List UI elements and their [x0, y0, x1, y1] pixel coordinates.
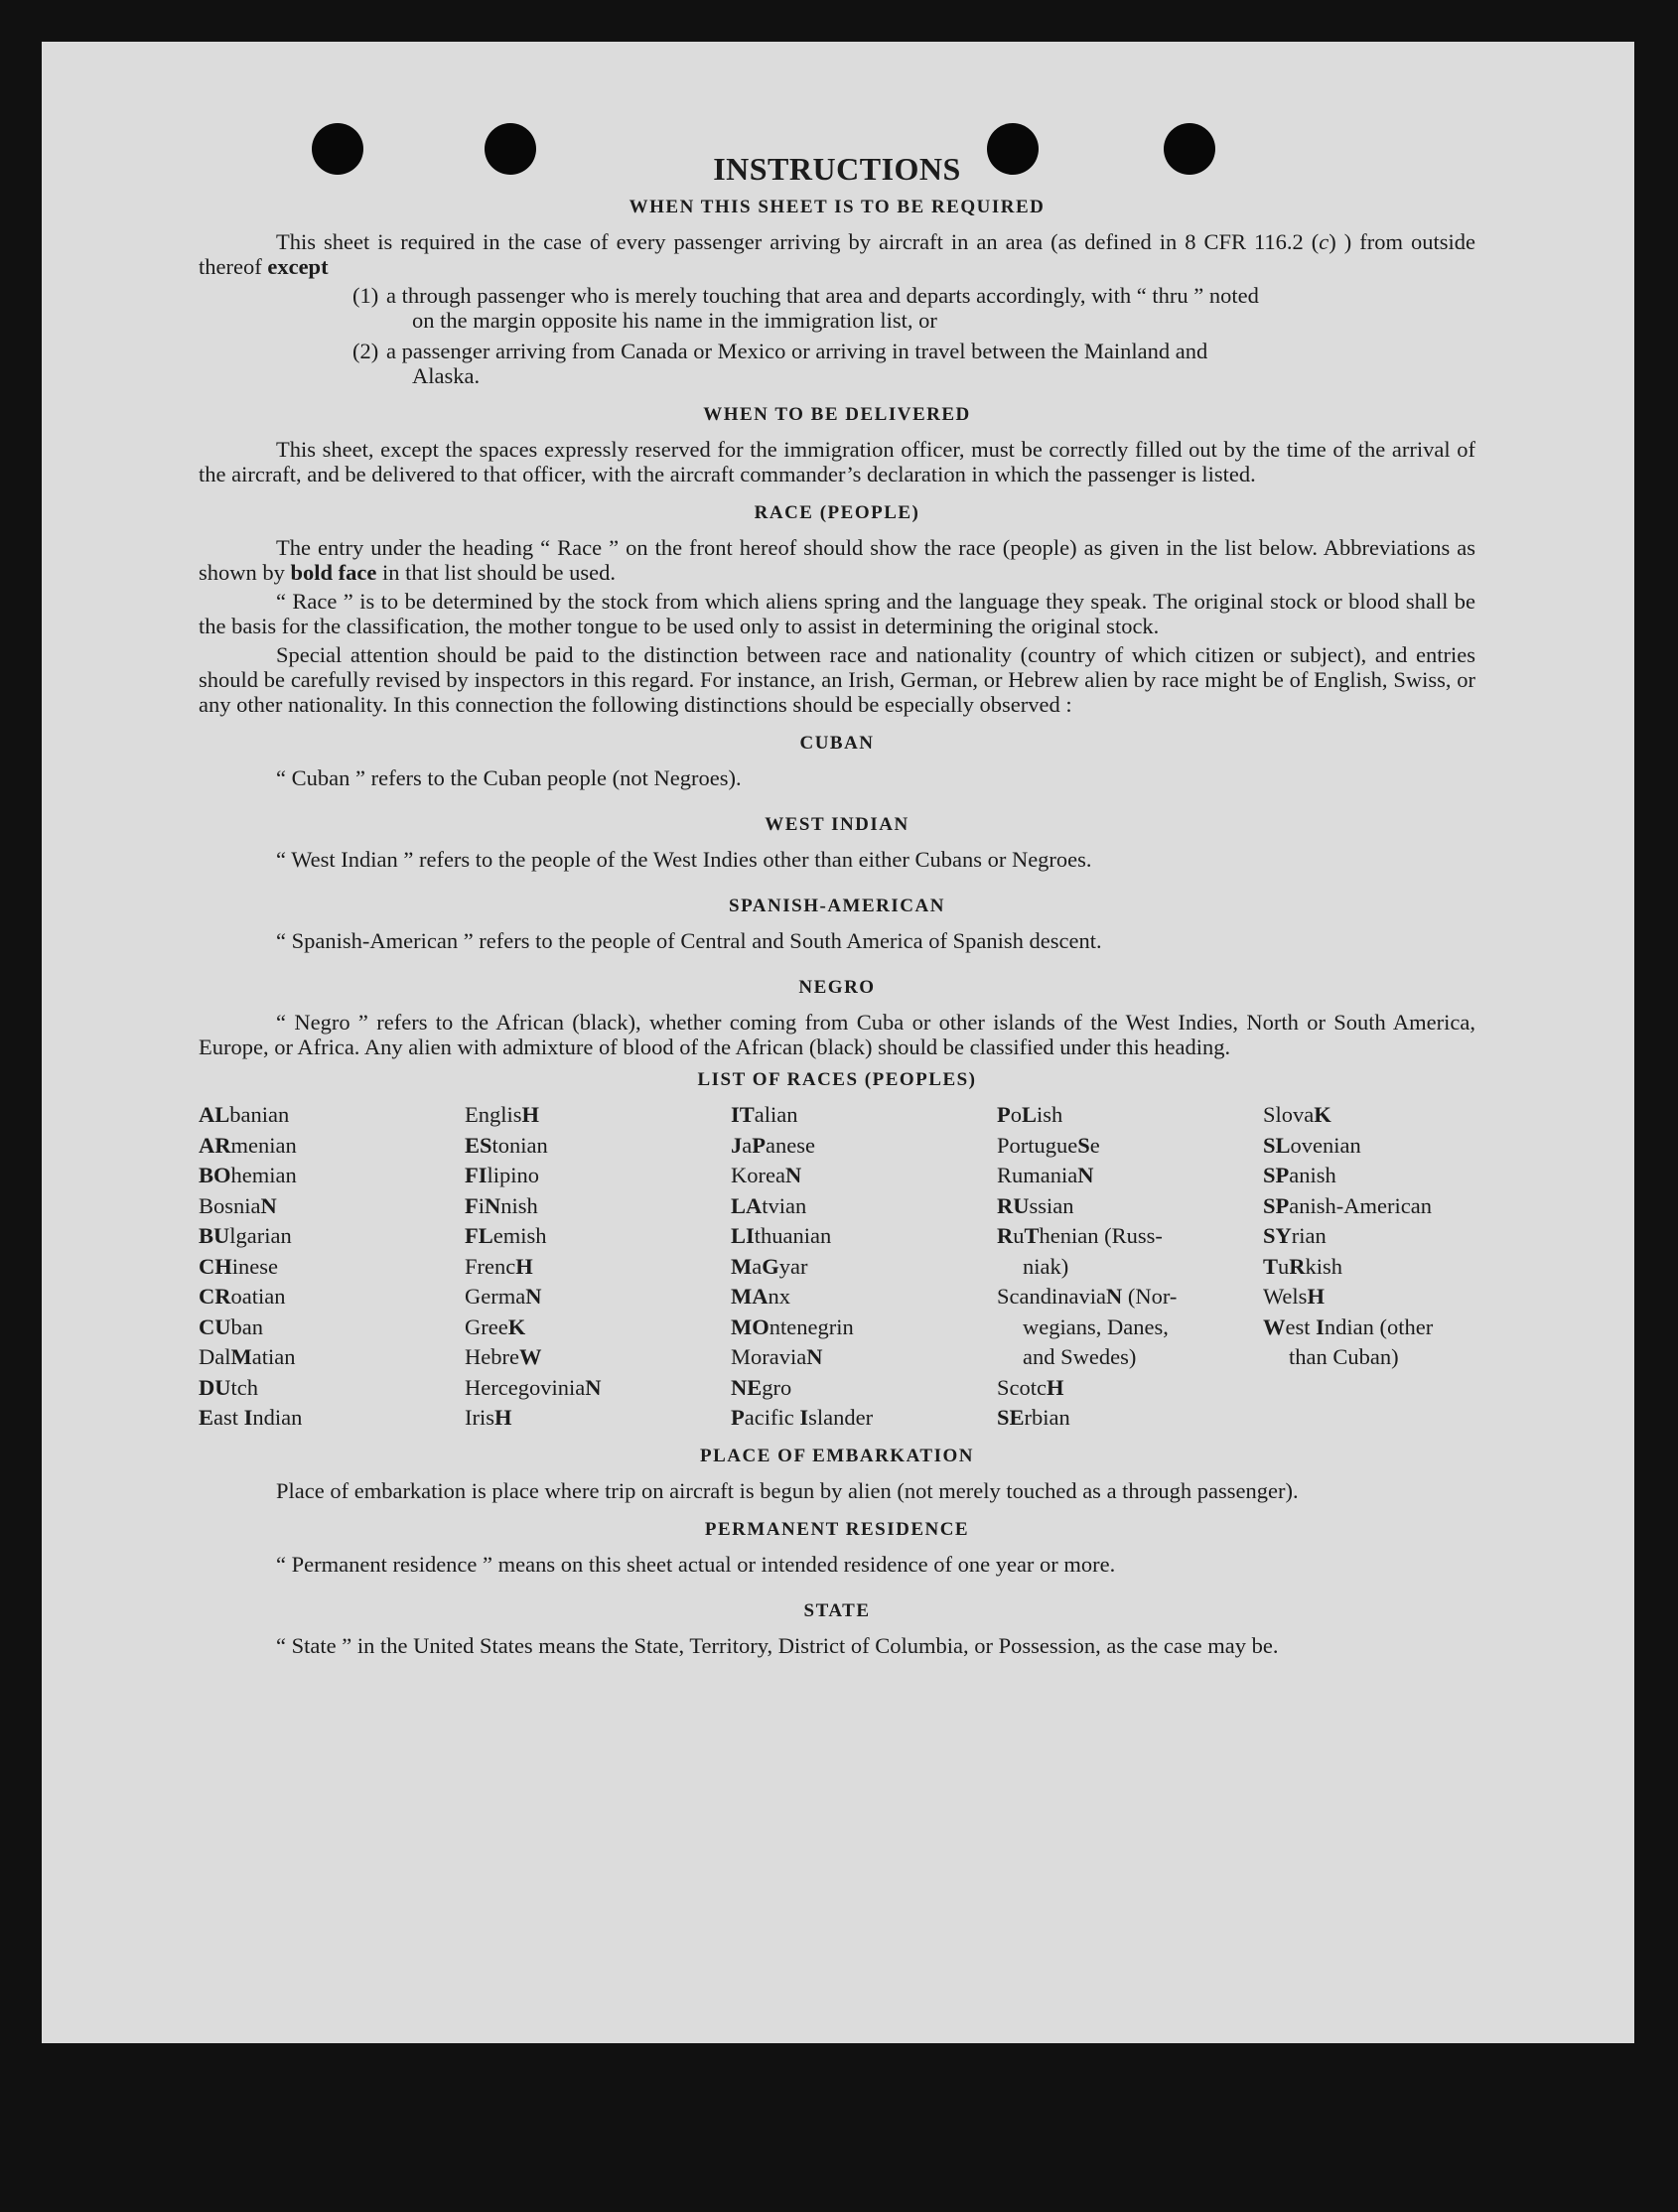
section-heading-west-indian: WEST INDIAN — [765, 814, 909, 835]
race-entry: and Swedes) — [1023, 1344, 1137, 1369]
race-entry: LIthuanian — [731, 1223, 832, 1248]
race-entry: CRoatian — [199, 1284, 286, 1309]
section-heading-required: WHEN THIS SHEET IS TO BE REQUIRED — [629, 197, 1046, 217]
race-entry: East Indian — [199, 1405, 303, 1430]
race-entry: WelsH — [1263, 1284, 1325, 1309]
page-title: INSTRUCTIONS — [713, 151, 961, 187]
race-entry: RUssian — [997, 1192, 1074, 1218]
races-column — [1263, 1100, 1529, 1434]
instructions-content — [199, 149, 1475, 1662]
race-entry: MoraviaN — [731, 1344, 823, 1369]
race-entry: GermaN — [465, 1284, 542, 1309]
residence-paragraph: “ Permanent residence ” means on this sheet actual or intended residence of one year or more. — [276, 1551, 1116, 1577]
race-entry: DalMatian — [199, 1344, 296, 1369]
race-entry: RumaniaN — [997, 1163, 1094, 1187]
section-heading-race: RACE (PEOPLE) — [754, 502, 920, 523]
race-paragraph-3: Special attention should be paid to the distinction between race and nationality (country of which citizen or subject), and entries should be carefully revised by inspectors in this regard. For instance, an Irish, German, or Hebrew alien by race might be of English, Swiss, or any other nationality. In this connection the following distinctions should be especially observed : — [199, 642, 1475, 717]
race-entry: LAtvian — [731, 1192, 807, 1218]
race-entry: EnglisH — [465, 1102, 540, 1127]
race-paragraph-1: The entry under the heading “ Race ” on the front hereof should show the race (people) as given in the list below. Abbreviations as shown by bold face in that list should be used. — [199, 535, 1475, 585]
race-entry: BosniaN — [199, 1192, 277, 1218]
races-column — [465, 1100, 731, 1434]
race-entry: SLovenian — [1263, 1132, 1361, 1158]
race-entry: PoLish — [997, 1102, 1063, 1127]
race-entry: SlovaK — [1263, 1102, 1331, 1127]
spanish-american-paragraph: “ Spanish-American ” refers to the people of Central and South America of Spanish descent. — [276, 928, 1102, 953]
delivered-paragraph: This sheet, except the spaces expressly reserved for the immigration officer, must be correctly filled out by the time of the arrival of the aircraft, and be delivered to that officer, with the aircraft commander’s declaration in which the passenger is listed. — [199, 437, 1475, 486]
race-entry: FIlipino — [465, 1163, 540, 1187]
west-indian-paragraph: “ West Indian ” refers to the people of the West Indies other than either Cubans or Negroes. — [276, 847, 1092, 872]
race-entry: CHinese — [199, 1253, 278, 1279]
race-entry: KoreaN — [731, 1163, 802, 1187]
race-entry: TuRkish — [1263, 1253, 1343, 1279]
state-paragraph: “ State ” in the United States means the State, Territory, District of Columbia, or Possession, as the case may be. — [276, 1632, 1279, 1658]
list-item: (2) a passenger arriving from Canada or Mexico or arriving in travel between the Mainland and Alaska. — [352, 339, 1208, 388]
race-entry: JaPanese — [731, 1132, 815, 1158]
race-entry: ScandinaviaN (Nor- — [997, 1284, 1178, 1309]
race-entry: SPanish-American — [1263, 1192, 1432, 1218]
race-paragraph-2: “ Race ” is to be determined by the stock from which aliens spring and the language they speak. The original stock or blood shall be the basis for the classification, the mother tongue to be used only to assist in determining the original stock. — [199, 589, 1475, 638]
section-heading-spanish-american: SPANISH-AMERICAN — [729, 896, 945, 916]
race-entry: SYrian — [1263, 1223, 1327, 1248]
race-entry: BUlgarian — [199, 1223, 292, 1248]
race-entry: HebreW — [465, 1344, 542, 1369]
race-entry: niak) — [1023, 1253, 1069, 1279]
race-entry: ITalian — [731, 1102, 798, 1127]
races-column — [199, 1100, 465, 1434]
race-entry: BOhemian — [199, 1163, 297, 1187]
race-entry: ALbanian — [199, 1102, 290, 1127]
race-entry: NEgro — [731, 1374, 792, 1400]
section-heading-negro: NEGRO — [798, 977, 876, 998]
race-entry: RuThenian (Russ- — [997, 1223, 1163, 1248]
race-entry: PortugueSe — [997, 1132, 1100, 1158]
intro-paragraph: This sheet is required in the case of every passenger arriving by aircraft in an area (as defined in 8 CFR 116.2 (c) ) from outside thereof except — [199, 229, 1475, 279]
race-entry: CUban — [199, 1313, 263, 1339]
negro-paragraph: “ Negro ” refers to the African (black), whether coming from Cuba or other islands of the West Indies, North or South America, Europe, or Africa. Any alien with admixture of blood of the African (black) should be classified under this heading. — [199, 1010, 1475, 1059]
races-column — [997, 1100, 1263, 1434]
race-entry: Pacific Islander — [731, 1405, 874, 1430]
race-entry: IrisH — [465, 1405, 512, 1430]
embarkation-paragraph: Place of embarkation is place where trip on aircraft is begun by alien (not merely touched as a through passenger). — [276, 1477, 1299, 1503]
race-entry: ScotcH — [997, 1374, 1064, 1400]
section-heading-cuban: CUBAN — [799, 733, 875, 754]
race-entry: DUtch — [199, 1374, 258, 1400]
race-entry: than Cuban) — [1289, 1344, 1399, 1369]
race-entry: SErbian — [997, 1405, 1070, 1430]
races-column — [731, 1100, 997, 1434]
race-entry: MAnx — [731, 1284, 790, 1309]
races-list — [199, 1100, 1475, 1434]
race-entry: FrencH — [465, 1253, 533, 1279]
race-entry: EStonian — [465, 1132, 548, 1158]
section-heading-residence: PERMANENT RESIDENCE — [704, 1518, 970, 1540]
race-entry: FLemish — [465, 1223, 547, 1248]
race-entry: MOntenegrin — [731, 1313, 854, 1339]
race-entry: SPanish — [1263, 1163, 1336, 1187]
list-item: (1) a through passenger who is merely touching that area and departs accordingly, with “ thru ” noted on the margin opposite his name in the immigration list, or — [352, 283, 1259, 333]
section-heading-list-of-races: LIST OF RACES (PEOPLES) — [697, 1069, 977, 1090]
section-heading-state: STATE — [803, 1599, 871, 1621]
race-entry: ARmenian — [199, 1132, 297, 1158]
race-entry: FiNnish — [465, 1192, 538, 1218]
section-heading-embarkation: PLACE OF EMBARKATION — [700, 1445, 974, 1466]
race-entry: wegians, Danes, — [1023, 1313, 1169, 1339]
race-entry: GreeK — [465, 1313, 526, 1339]
race-entry: HercegoviniaN — [465, 1374, 602, 1400]
section-heading-delivered: WHEN TO BE DELIVERED — [703, 404, 971, 425]
race-entry: MaGyar — [731, 1253, 808, 1279]
race-entry: West Indian (other — [1263, 1313, 1434, 1339]
cuban-paragraph: “ Cuban ” refers to the Cuban people (not Negroes). — [276, 765, 742, 790]
